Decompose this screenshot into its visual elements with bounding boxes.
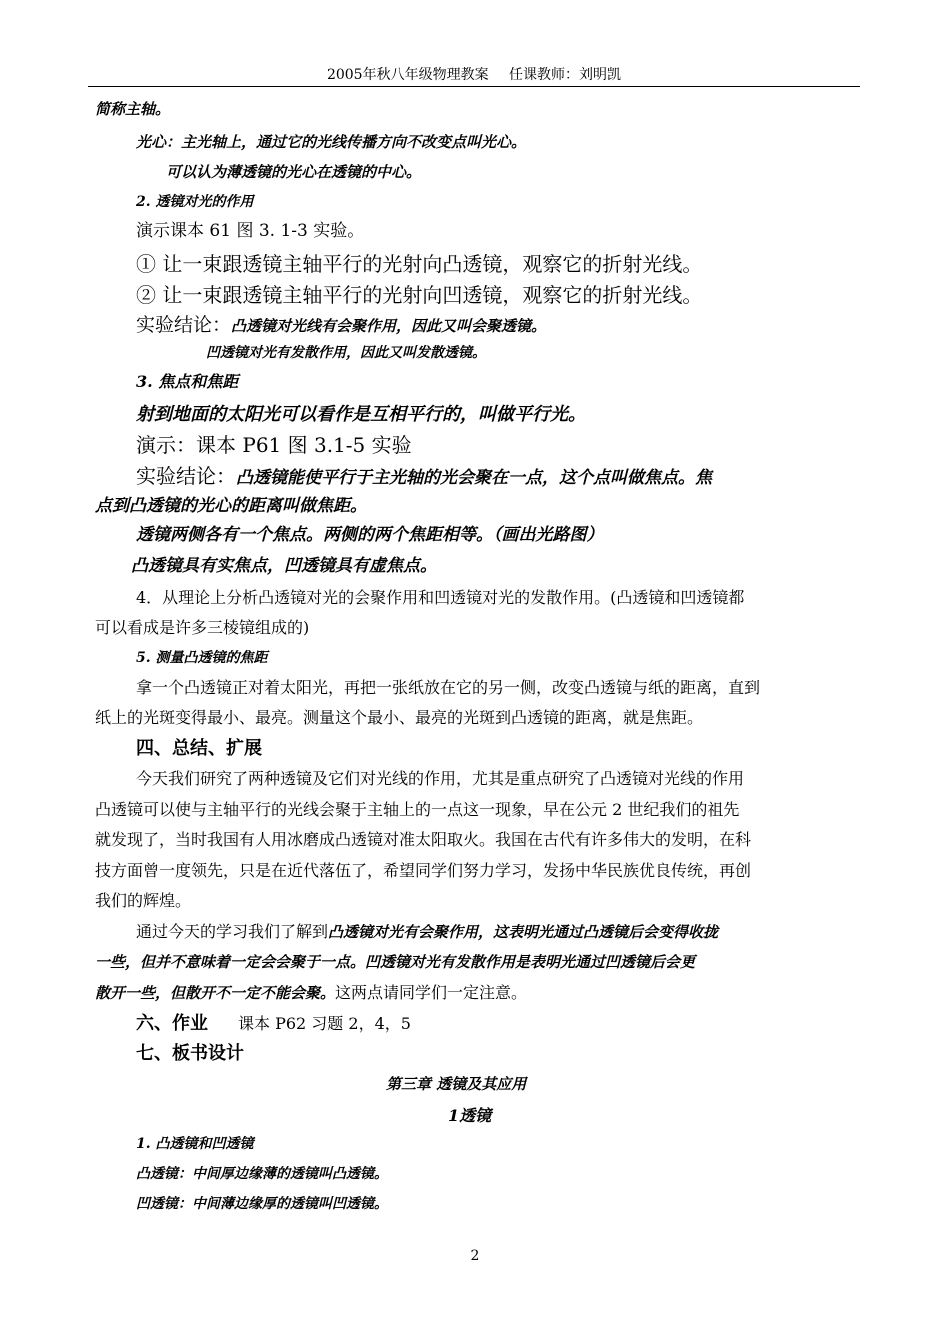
header-course: 2005年秋八年级物理教案 (326, 67, 489, 83)
text-line: ② 让一束跟透镜主轴平行的光射向凹透镜，观察它的折射光线。 (136, 283, 703, 307)
homework-text: 课本 P62 习题 2，4，5 (238, 1014, 411, 1033)
section-heading: 5. 测量凸透镜的焦距 (136, 650, 268, 666)
text-line: 今天我们研究了两种透镜及它们对光线的作用，尤其是重点研究了凸透镜对光线的作用 (136, 769, 745, 788)
text-line: 简称主轴。 (95, 100, 171, 118)
text-line: ① 让一束跟透镜主轴平行的光射向凸透镜，观察它的折射光线。 (136, 252, 703, 276)
text-line (95, 983, 527, 1002)
emphasis-text: 凸透镜对光有会聚作用，这表明光通过凸透镜后会变得收拢 (328, 923, 719, 941)
text-span: 这两点请同学们一定注意。 (335, 983, 528, 1002)
page-header (88, 64, 860, 87)
text-line: 可以看成是许多三棱镜组成的) (95, 618, 310, 637)
text-line: 纸上的光斑变得最小、最亮。测量这个最小、最亮的光斑到凸透镜的距离，就是焦距。 (95, 708, 704, 727)
section-heading: 2. 透镜对光的作用 (136, 194, 254, 210)
conclusion-text: 凸透镜对光线有会聚作用，因此又叫会聚透镜。 (231, 317, 547, 335)
label-conclusion: 实验结论： (136, 464, 236, 488)
text-line: 一些，但并不意味着一定会会聚于一点。凹透镜对光有发散作用是表明光通过凹透镜后会更 (95, 953, 696, 971)
section-heading: 四、总结、扩展 (136, 738, 262, 759)
text-line: 透镜两侧各有一个焦点。两侧的两个焦距相等。（画出光路图） (136, 525, 604, 545)
text-line: 凹透镜对光有发散作用，因此又叫发散透镜。 (206, 345, 486, 361)
text-line (136, 1013, 411, 1035)
text-line: 光心：主光轴上，通过它的光线传播方向不改变点叫光心。 (136, 133, 527, 151)
text-line (136, 464, 712, 488)
text-line: 就发现了，当时我国有人用冰磨成凸透镜对准太阳取火。我国在古代有许多伟大的发明，在科 (95, 830, 752, 849)
text-line: 4．从理论上分析凸透镜对光的会聚作用和凹透镜对光的发散作用。(凸透镜和凹透镜都 (136, 588, 745, 607)
conclusion-text: 凸透镜能使平行于主光轴的光会聚在一点，这个点叫做焦点。焦 (236, 468, 712, 488)
text-line: 1. 凸透镜和凹透镜 (136, 1136, 254, 1152)
text-span: 通过今天的学习我们了解到 (136, 922, 329, 941)
text-line (136, 922, 718, 941)
text-line: 可以认为薄透镜的光心在透镜的中心。 (166, 163, 422, 181)
text-line: 射到地面的太阳光可以看作是互相平行的，叫做平行光。 (136, 404, 586, 425)
text-line: 凸透镜：中间厚边缘薄的透镜叫凸透镜。 (136, 1166, 388, 1182)
section-heading: 七、板书设计 (136, 1043, 244, 1064)
text-line: 技方面曾一度领先，只是在近代落伍了，希望同学们努力学习，发扬中华民族优良传统，再创 (95, 861, 752, 880)
text-line: 我们的辉煌。 (95, 891, 192, 910)
header-teacher: 任课教师：刘明凯 (509, 67, 622, 83)
text-line: 凸透镜可以使与主轴平行的光线会聚于主轴上的一点这一现象，早在公元 2 世纪我们的祖先 (95, 800, 740, 819)
text-line: 点到凸透镜的光心的距离叫做焦距。 (95, 496, 367, 516)
text-line: 凸透镜具有实焦点，凹透镜具有虚焦点。 (131, 556, 437, 576)
section-heading: 六、作业 (136, 1013, 208, 1034)
text-line: 演示：课本 P61 图 3.1-5 实验 (136, 433, 412, 457)
text-line: 拿一个凸透镜正对着太阳光，再把一张纸放在它的另一侧，改变凸透镜与纸的距离，直到 (136, 678, 761, 697)
page-number: 2 (470, 1248, 480, 1264)
board-subtitle: 1透镜 (448, 1106, 492, 1125)
label-conclusion: 实验结论： (136, 314, 232, 336)
text-line (136, 314, 546, 337)
text-line: 演示课本 61 图 3. 1-3 实验。 (136, 221, 365, 241)
emphasis-text: 散开一些，但散开不一定不能会聚。 (95, 984, 336, 1002)
text-line: 凹透镜：中间薄边缘厚的透镜叫凹透镜。 (136, 1196, 388, 1212)
board-title: 第三章 透镜及其应用 (386, 1075, 527, 1093)
section-heading: 3. 焦点和焦距 (136, 372, 239, 391)
